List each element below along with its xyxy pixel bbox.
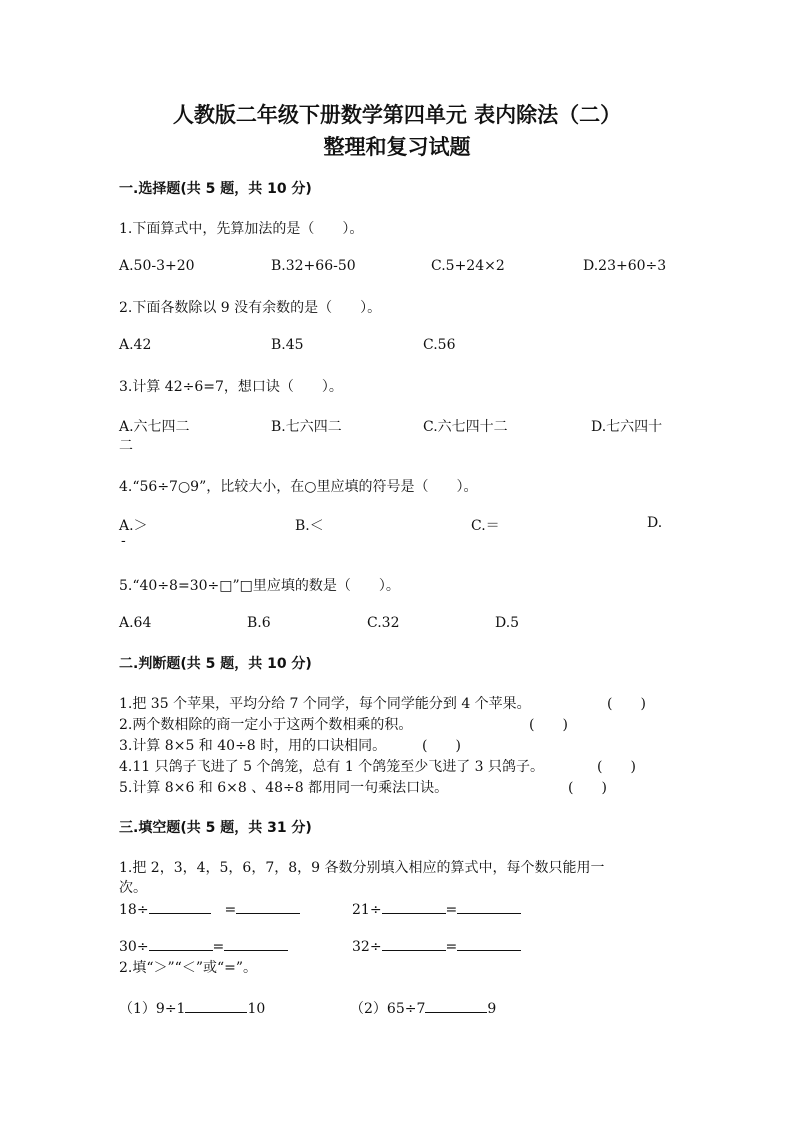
section-heading-judge: 二.判断题(共 5 题，共 10 分) (119, 656, 312, 672)
fill-question-1-wrap: 次。 (119, 880, 147, 896)
compare-row (119, 998, 265, 1018)
equation-equals: = (212, 939, 225, 955)
answer-paren: ( ) (597, 759, 636, 775)
compare-prefix: （1）9÷1 (119, 1001, 186, 1017)
judge-item-5: 5.计算 8×6 和 6×8 、48÷8 都用同一句乘法口诀。 (119, 780, 449, 796)
judge-item-3: 3.计算 8×5 和 40÷8 时，用的口诀相同。 (119, 738, 387, 754)
equation-row (119, 936, 288, 955)
option-c: C.＝ (471, 518, 500, 534)
option-b: B.45 (271, 337, 304, 353)
option-b: B.32+66-50 (271, 258, 356, 274)
question-1: 1.下面算式中，先算加法的是（ ）。 (119, 221, 364, 237)
question-4: 4.“56÷7○9”，比较大小，在○里应填的符号是（ ）。 (119, 479, 478, 495)
answer-blank[interactable] (224, 936, 288, 951)
option-c: C.六七四十二 (423, 419, 508, 435)
equation-prefix: 32÷ (352, 939, 382, 955)
question-5: 5.“40÷8=30÷□”□里应填的数是（ ）。 (119, 578, 400, 594)
equation-row (352, 899, 521, 918)
compare-row (350, 998, 496, 1018)
option-b: B.＜ (295, 518, 324, 534)
answer-blank[interactable] (236, 899, 300, 914)
judge-item-2: 2.两个数相除的商一定小于这两个数相乘的积。 (119, 717, 413, 733)
answer-blank[interactable] (149, 936, 213, 951)
answer-blank[interactable] (149, 899, 211, 914)
option-d: D.5 (495, 615, 520, 631)
option-a: A.42 (119, 337, 152, 353)
answer-blank[interactable] (185, 998, 247, 1013)
answer-blank[interactable] (457, 899, 521, 914)
answer-paren: ( ) (422, 738, 461, 754)
section-heading-fill: 三.填空题(共 5 题，共 31 分) (119, 820, 312, 836)
answer-blank[interactable] (457, 936, 521, 951)
answer-blank[interactable] (382, 899, 446, 914)
judge-item-4: 4.11 只鸽子飞进了 5 个鸽笼，总有 1 个鸽笼至少飞进了 3 只鸽子。 (119, 759, 545, 775)
answer-blank[interactable] (382, 936, 446, 951)
equation-prefix: 21÷ (352, 902, 382, 918)
option-a: A.＞ (119, 518, 148, 534)
option-a: A.50-3+20 (119, 258, 195, 274)
option-a: A.64 (119, 615, 152, 631)
compare-suffix: 10 (247, 1001, 266, 1017)
equation-equals: = (224, 902, 237, 918)
answer-paren: ( ) (568, 780, 607, 796)
option-b: B.6 (247, 615, 271, 631)
equation-row (352, 936, 521, 955)
answer-blank[interactable] (425, 998, 487, 1013)
option-d: D.23+60÷3 (583, 258, 667, 274)
judge-item-1: 1.把 35 个苹果，平均分给 7 个同学，每个同学能分到 4 个苹果。 (119, 696, 531, 712)
fill-question-1: 1.把 2，3，4，5，6，7，8，9 各数分别填入相应的算式中，每个数只能用一 (119, 860, 605, 876)
option-a: A.六七四二 (119, 419, 190, 435)
page-subtitle: 整理和复习试题 (323, 134, 471, 159)
fill-question-2: 2.填“＞”“＜”或“=”。 (119, 960, 258, 976)
option-d-wrap: - (121, 533, 126, 549)
option-c: C.56 (423, 337, 456, 353)
equation-prefix: 18÷ (119, 902, 149, 918)
question-3: 3.计算 42÷6=7，想口诀（ ）。 (119, 379, 343, 395)
equation-equals: = (445, 939, 458, 955)
equation-prefix: 30÷ (119, 939, 149, 955)
question-2: 2.下面各数除以 9 没有余数的是（ ）。 (119, 300, 382, 316)
option-b: B.七六四二 (271, 419, 342, 435)
section-heading-choice: 一.选择题(共 5 题，共 10 分) (119, 181, 312, 197)
equation-equals: = (445, 902, 458, 918)
option-c: C.5+24×2 (431, 258, 505, 274)
answer-paren: ( ) (529, 717, 568, 733)
compare-prefix: （2）65÷7 (350, 1001, 426, 1017)
page-title: 人教版二年级下册数学第四单元 表内除法（二） (172, 102, 622, 127)
answer-paren: ( ) (607, 696, 646, 712)
compare-suffix: 9 (487, 1001, 497, 1017)
option-d-wrap: 二 (119, 438, 133, 454)
option-d: D. (647, 515, 663, 531)
option-c: C.32 (367, 615, 400, 631)
option-d: D.七六四十 (591, 419, 663, 435)
equation-row (119, 899, 300, 918)
